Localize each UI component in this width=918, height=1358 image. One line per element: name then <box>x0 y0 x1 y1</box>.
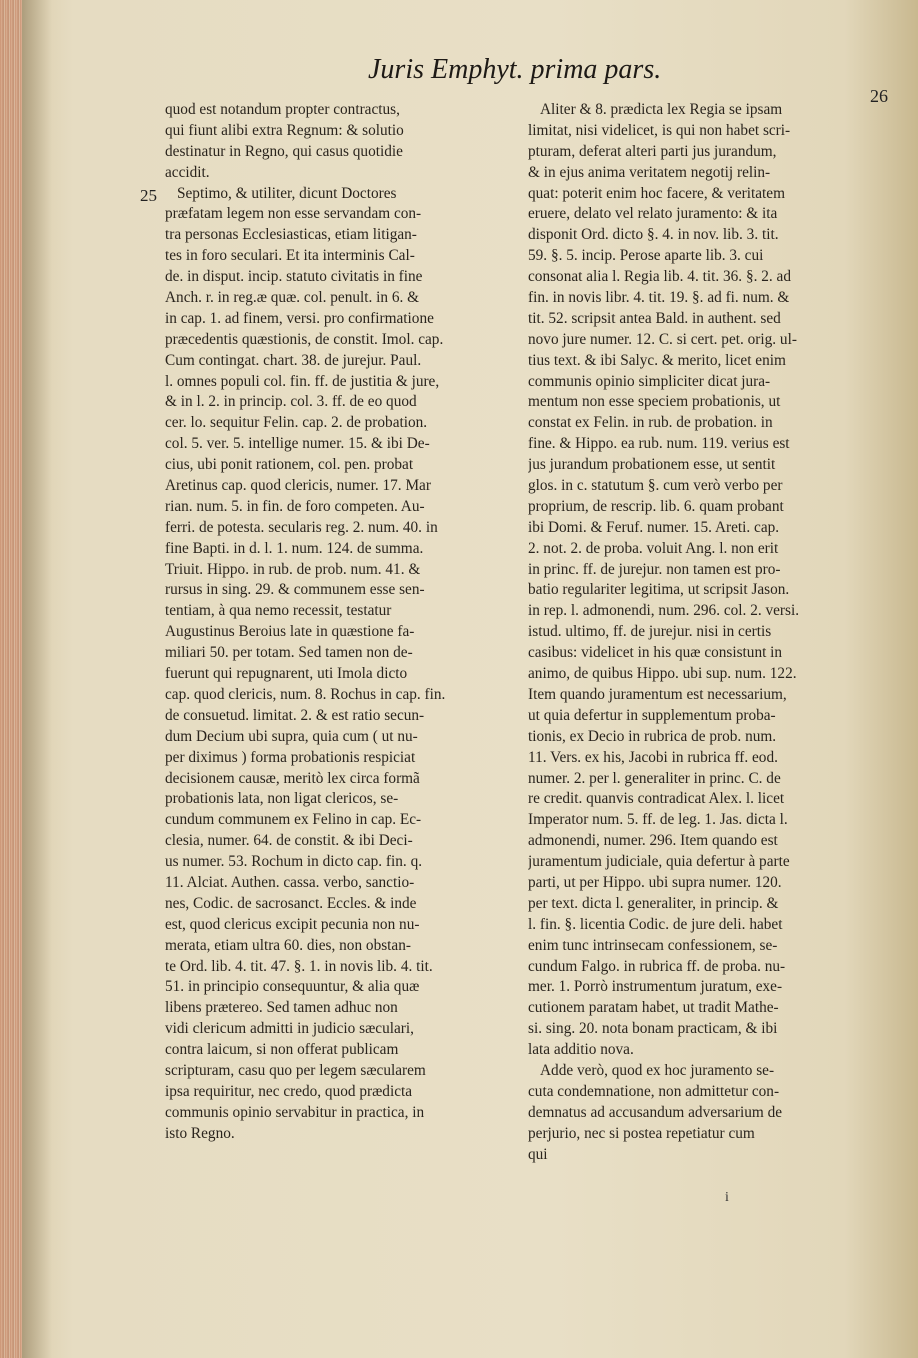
text-line: mer. 1. Porrò instrumentum juratum, exe- <box>528 978 783 996</box>
text-line: in rep. l. admonendi, num. 296. col. 2. versi. <box>528 602 800 620</box>
text-line: tentiam, à qua nemo recessit, testatur <box>165 602 392 620</box>
text-line: fine. & Hippo. ea rub. num. 119. verius est <box>528 435 790 453</box>
text-line: decisionem causæ, meritò lex circa formã <box>165 769 420 787</box>
text-line: libens prætereo. Sed tamen adhuc non <box>165 999 398 1017</box>
text-line: accidit. <box>165 163 210 181</box>
text-line: perjurio, nec si postea repetiatur cum <box>528 1124 755 1142</box>
text-line: Triuit. Hippo. in rub. de prob. num. 41. & <box>165 560 421 578</box>
running-title: Juris Emphyt. prima pars. <box>368 54 662 85</box>
text-line: 59. §. 5. incip. Perose aparte lib. 3. cui <box>528 247 764 265</box>
text-line: in cap. 1. ad finem, versi. pro confirmatione <box>165 309 434 327</box>
text-line: de consuetud. limitat. 2. & est ratio secun- <box>165 706 425 724</box>
text-line: ut quia defertur in supplementum proba- <box>528 706 776 724</box>
text-line: fin. in novis libr. 4. tit. 19. §. ad fi. num. & <box>528 289 790 307</box>
text-line: Item quando juramentum est necessarium, <box>528 685 787 703</box>
text-line: cap. quod clericis, num. 8. Rochus in cap. fin. <box>165 685 446 703</box>
text-line: in princ. ff. de jurejur. non tamen est pro- <box>528 560 781 578</box>
text-line: disponit Ord. dicto §. 4. in nov. lib. 3. tit. <box>528 226 779 244</box>
text-line: parti, ut per Hippo. ubi supra numer. 120. <box>528 873 782 891</box>
text-line: & in l. 2. in princip. col. 3. ff. de eo quod <box>165 393 417 411</box>
text-line: & in ejus anima veritatem negotij relin- <box>528 163 771 181</box>
text-line: glos. in c. statutum §. cum verò verbo per <box>528 477 783 495</box>
left-column <box>165 100 512 1145</box>
text-line: cundum communem ex Felino in cap. Ec- <box>165 811 422 829</box>
text-line: constat ex Felin. in rub. de probation. in <box>528 414 773 432</box>
text-line: Adde verò, quod ex hoc juramento se- <box>540 1061 775 1079</box>
text-line: tra personas Ecclesiasticas, etiam litigan- <box>165 226 417 244</box>
text-line: probationis lata, non ligat clericos, se- <box>165 790 399 808</box>
text-line: col. 5. ver. 5. intellige numer. 15. & ibi De- <box>165 435 430 453</box>
text-line: 2. not. 2. de proba. voluit Ang. l. non erit <box>528 539 779 557</box>
text-line: batio regulariter legitima, ut scripsit Jason. <box>528 581 790 599</box>
text-line: nes, Codic. de sacrosanct. Eccles. & inde <box>165 894 417 912</box>
text-line: re credit. quanvis contradicat Alex. l. licet <box>528 790 785 808</box>
text-line: juramentum judiciale, quia defertur à parte <box>528 853 790 871</box>
text-line: numer. 2. per l. generaliter in princ. C. de <box>528 769 781 787</box>
text-line: Augustinus Beroius late in quæstione fa- <box>165 623 415 641</box>
text-line: si. sing. 20. nota bonam practicam, & ibi <box>528 1020 778 1038</box>
text-line: scripturam, casu quo per legem sæcularem <box>165 1061 426 1079</box>
text-line: cer. lo. sequitur Felin. cap. 2. de probation. <box>165 414 428 432</box>
text-line: proprium, de rescrip. lib. 6. quam probant <box>528 497 784 515</box>
text-line: fine Bapti. in d. l. 1. num. 124. de summa. <box>165 539 424 557</box>
text-line: l. omnes populi col. fin. ff. de justitia & jure, <box>165 372 440 390</box>
text-line: communis opinio servabitur in practica, in <box>165 1103 425 1121</box>
text-line: præfatam legem non esse servandam con- <box>165 205 422 223</box>
text-line: destinatur in Regno, qui casus quotidie <box>165 142 403 160</box>
text-line: qui fiunt alibi extra Regnum: & solutio <box>165 121 404 139</box>
text-line: fuerunt qui repugnarent, uti Imola dicto <box>165 665 408 683</box>
text-line: quat: poterit enim hoc facere, & veritatem <box>528 184 785 202</box>
margin-number: 25 <box>140 186 157 205</box>
signature-mark: i <box>725 1190 729 1205</box>
text-line: us numer. 53. Rochum in dicto cap. fin. q. <box>165 853 423 871</box>
text-line: vidi clericum admitti in judicio sæculari, <box>165 1020 414 1038</box>
text-line: Cum contingat. chart. 38. de jurejur. Paul. <box>165 351 422 369</box>
text-line: contra laicum, si non offerat publicam <box>165 1041 399 1059</box>
text-line: præcedentis quæstionis, de constit. Imol. cap. <box>165 330 444 348</box>
text-line: isto Regno. <box>165 1124 235 1142</box>
gutter-shadow <box>22 0 52 1358</box>
text-line: admonendi, numer. 296. Item quando est <box>528 832 778 850</box>
text-line: pturam, deferat alteri parti jus jurandum, <box>528 142 777 160</box>
page-number: 26 <box>870 86 888 106</box>
text-line: 51. in principio consequuntur, & alia quæ <box>165 978 420 996</box>
text-line: clesia, numer. 64. de constit. & ibi Deci- <box>165 832 413 850</box>
text-line: consonat alia l. Regia lib. 4. tit. 36. §. 2. ad <box>528 268 791 286</box>
text-line: Septimo, & utiliter, dicunt Doctores <box>177 184 397 202</box>
text-line: tionis, ex Decio in rubrica de prob. num. <box>528 727 777 745</box>
text-line: per diximus ) forma probationis respiciat <box>165 748 416 766</box>
text-line: novo jure numer. 12. C. si cert. pet. orig. ul- <box>528 330 797 348</box>
text-line: ipsa requiritur, nec credo, quod prædicta <box>165 1082 413 1100</box>
text-line: rian. num. 5. in fin. de foro competen. Au- <box>165 497 425 515</box>
text-line: tius text. & ibi Salyc. & merito, licet enim <box>528 351 786 369</box>
text-line: l. fin. §. licentia Codic. de jure deli. habet <box>528 915 783 933</box>
text-line: limitat, nisi videlicet, is qui non habet scri- <box>528 121 791 139</box>
text-line: enim tunc intrinsecam confessionem, se- <box>528 936 778 954</box>
text-line: Anch. r. in reg.æ quæ. col. penult. in 6. & <box>165 289 420 307</box>
text-line: eruere, delato vel relato juramento: & ita <box>528 205 778 223</box>
text-line: est, quod clericus excipit pecunia non nu- <box>165 915 420 933</box>
right-column <box>528 100 876 1165</box>
text-line: qui <box>528 1145 548 1163</box>
text-line: Imperator num. 5. ff. de leg. 1. Jas. dicta l. <box>528 811 788 829</box>
text-line: cius, ubi ponit rationem, col. pen. probat <box>165 456 414 474</box>
text-line: merata, etiam ultra 60. dies, non obstan- <box>165 936 411 954</box>
text-line: cutionem paratam habet, ut tradit Mathe- <box>528 999 779 1017</box>
text-line: Aliter & 8. prædicta lex Regia se ipsam <box>540 101 783 118</box>
text-line: miliari 50. per totam. Sed tamen non de- <box>165 644 413 662</box>
text-line: communis opinio simpliciter dicat jura- <box>528 372 771 390</box>
text-line: 11. Alciat. Authen. cassa. verbo, sanctio- <box>165 873 415 891</box>
text-line: ferri. de potesta. secularis reg. 2. num. 40. in <box>165 518 438 536</box>
text-line: jus jurandum probationem esse, ut sentit <box>528 456 776 474</box>
text-line: mentum non esse speciem probationis, ut <box>528 393 781 411</box>
page-edge <box>0 0 22 1358</box>
text-line: demnatus ad accusandum adversarium de <box>528 1103 783 1121</box>
text-line: quod est notandum propter contractus, <box>165 101 400 118</box>
text-line: lata additio nova. <box>528 1041 634 1059</box>
text-line: animo, de quibus Hippo. ubi sup. num. 122. <box>528 665 797 683</box>
text-line: 11. Vers. ex his, Jacobi in rubrica ff. eod. <box>528 748 778 766</box>
text-line: istud. ultimo, ff. de jurejur. nisi in certis <box>528 623 772 641</box>
text-line: de. in disput. incip. statuto civitatis in fine <box>165 268 423 286</box>
text-line: cuta condemnatione, non admittetur con- <box>528 1082 780 1100</box>
text-line: dum Decium ubi supra, quia cum ( ut nu- <box>165 727 418 745</box>
text-line: te Ord. lib. 4. tit. 47. §. 1. in novis lib. 4. tit. <box>165 957 433 975</box>
text-line: per text. dicta l. generaliter, in princip. & <box>528 894 779 912</box>
text-line: casibus: videlicet in his quæ consistunt in <box>528 644 783 662</box>
text-line: rursus in sing. 29. & communem esse sen- <box>165 581 425 599</box>
text-line: cundum Falgo. in rubrica ff. de proba. nu- <box>528 957 786 975</box>
text-line: tes in foro seculari. Et ita interminis Cal- <box>165 247 415 265</box>
text-line: tit. 52. scripsit antea Bald. in authent. sed <box>528 309 781 327</box>
text-line: ibi Domi. & Feruf. numer. 15. Areti. cap. <box>528 518 780 536</box>
text-line: Aretinus cap. quod clericis, numer. 17. Mar <box>165 477 431 495</box>
